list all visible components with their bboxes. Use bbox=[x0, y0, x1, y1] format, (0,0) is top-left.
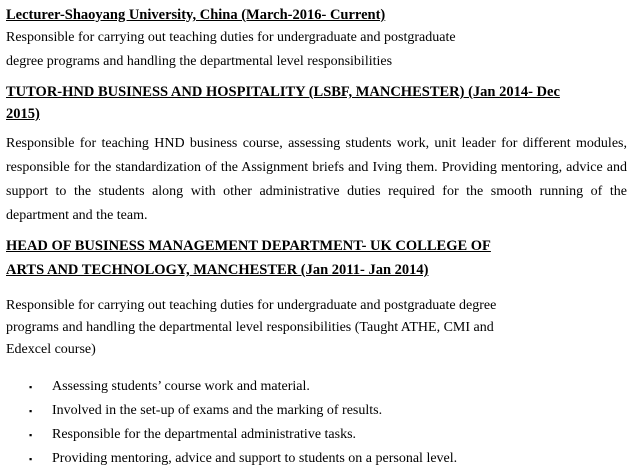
section-lsbf bbox=[6, 81, 627, 228]
section-body: Responsible for teaching HND business course, assessing students work, unit leader for different modules, responsible for the standardization of the Assignment briefs and Iving them. Providing mentoring, advice and support to the students along with other administrative duties required for the smooth running of the department and the team. bbox=[6, 136, 627, 223]
list-item: ▪ Providing mentoring, advice and support to students on a personal level. bbox=[6, 447, 627, 471]
bullet-square-icon: ▪ bbox=[29, 406, 33, 416]
list-item: ▪ Responsible for the departmental administrative tasks. bbox=[6, 423, 627, 447]
list-item: ▪ Assessing students’ course work and material. bbox=[6, 375, 627, 399]
section-body bbox=[6, 295, 627, 361]
bullet-square-icon: ▪ bbox=[29, 454, 33, 464]
section-body-line: programs and handling the departmental level responsibilities (Taught ATHE, CMI and bbox=[6, 320, 494, 335]
section-uk-college bbox=[6, 234, 627, 471]
section-heading: Lecturer-Shaoyang University, China (March-2016- Current) bbox=[6, 7, 386, 23]
section-heading-line: ARTS AND TECHNOLOGY, MANCHESTER (Jan 2011- Jan 2014) bbox=[6, 262, 429, 278]
list-item: ▪ Involved in the set-up of exams and the marking of results. bbox=[6, 399, 627, 423]
bullet-square-icon: ▪ bbox=[29, 382, 33, 392]
section-shaoyang bbox=[6, 4, 627, 74]
duties-list bbox=[6, 375, 627, 471]
section-body-line: Edexcel course) bbox=[6, 342, 96, 357]
section-heading-line: 2015) bbox=[6, 106, 40, 122]
section-body-line: Responsible for carrying out teaching duties for undergraduate and postgraduate bbox=[6, 30, 456, 45]
section-heading-line: TUTOR-HND BUSINESS AND HOSPITALITY (LSBF, MANCHESTER) (Jan 2014- Dec bbox=[6, 84, 560, 100]
section-heading-line: HEAD OF BUSINESS MANAGEMENT DEPARTMENT- UK COLLEGE OF bbox=[6, 238, 491, 254]
bullet-square-icon: ▪ bbox=[29, 430, 33, 440]
section-body-line: degree programs and handling the departmental level responsibilities bbox=[6, 54, 393, 69]
section-body-line: Responsible for carrying out teaching duties for undergraduate and postgraduate degree bbox=[6, 298, 497, 313]
